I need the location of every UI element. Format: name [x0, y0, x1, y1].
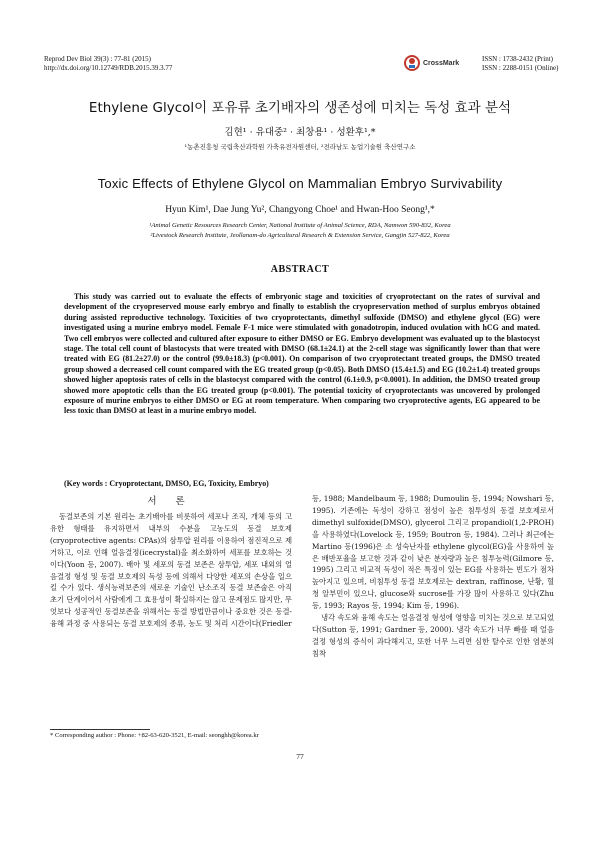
intro-right-paragraph-1: 등, 1988; Mandelbaum 등, 1988; Dumoulin 등, 1994; Nowshari 등, 1995). 기존에는 독성이 강하고 점성이 높은 침투성의 동결 보호제로서 dimethyl sulfoxide(DMSO), glycerol 그리고 propandiol(1,2-PROH)을 사용하였다(Lovelock 등, 1959; Boutron 등, 1984). 그러나 최근에는 Martino 등(1996)은 소 성숙난자를 ethylene glycol(EG)을 사용하여 높은 배반포율을 보고한 것과 같이 낮은 분자량과 높은 침투능력(Gilmore 등, 1995) 그리고 비교적 독성이 적은 특징이 있는 EG를 사용하는 빈도가 점차 높아지고 있으며, 비침투성 동결 보호제로는 dextran, raffinose, 난황, 혈청 알부민이 있으나, glucose와 sucrose를 가장 많이 사용하고 있다(Zhu 등, 1993; Rayos 등, 1994; Kim 등, 1996).	[312, 494, 554, 611]
intro-right-paragraph-2: 냉각 속도와 융해 속도는 얼음결정 형성에 영향을 미치는 것으로 보고되었다(Sutton 등, 1991; Gardner 등, 2000). 냉각 속도가 너무 빠를 때 얼음결정 형성의 증식이 과다해지고, 또한 너무 느리면 심한 탈수로 인한 염분의 침착	[312, 613, 554, 658]
doi-line[interactable]: http://dx.doi.org/10.12749/RDB.2015.39.3.77	[44, 64, 173, 72]
journal-citation	[44, 55, 172, 73]
affiliation-2: ²Livestock Research Institute, Jeollanam-do Agricultural Research & Extension Service, Gangjin 527-822, Korea	[150, 232, 450, 239]
corresponding-author-footnote: * Corresponding author : Phone: +82-63-620-3521, E-mail: seonghh@korea.kr	[50, 732, 259, 739]
authors-korean: 김현¹ · 유대중² · 최창용¹ · 성환후¹,*	[224, 127, 376, 138]
affiliation-korean: ¹농촌진흥청 국립축산과학원 가축유전자원센터, ²전라남도 농업기술원 축산연구소	[184, 143, 416, 151]
page-number: 77	[296, 752, 304, 761]
footnote-rule	[50, 729, 150, 730]
section-heading-introduction: 서 론	[147, 496, 193, 507]
intro-right-column	[312, 493, 554, 660]
title-english: Toxic Effects of Ethylene Glycol on Mammalian Embryo Survivability	[97, 176, 503, 191]
intro-left-column: 동결보존의 기본 원리는 초기배아를 비롯하여 세포나 조직, 개체 등의 고유한 형태를 유지하면서 내부의 수분을 고농도의 동결 보호제(cryoprotective agents: CPAs)의 삼투압 원리를 이용하여 점진적으로 제거하고, 이로 인해 얼음결정(icecrystal)을 최소화하여 세포를 보호하는 것이다(Yoon 등, 2007). 배아 및 세포의 동결 보존은 삼투압, 세포 내외의 얼음결정 형성 및 동결 보호제의 독성 등에 의해서 다양한 세포의 손상을 일으킬 수가 있다. 생식능력보존의 새로운 기술인 난소조직 동결 보존술은 아직 초기 단계이어서 사람에게 그 효용성이 확실하지는 않고 문제점도 많지만, 무엇보다 성공적인 동결보존을 위해서는 동결 방법만큼이나 중요한 것은 동결-융해 과정 중 사용되는 동결 보호제의 종류, 농도 및 처리 시간이다(Friedler	[50, 512, 292, 629]
crossmark-icon	[404, 55, 420, 71]
affiliations-english	[0, 221, 600, 241]
authors-english: Hyun Kim¹, Dae Jung Yu², Changyong Choe¹ and Hwan-Hoo Seong¹,*	[165, 205, 435, 215]
issn-online: ISSN : 2288-0151 (Online)	[482, 64, 559, 72]
issn-block	[482, 55, 558, 73]
affiliation-1: ¹Animal Genetic Resources Research Center, National Institute of Animal Science, RDA, Namwon 590-832, Korea	[149, 222, 451, 229]
abstract-heading: ABSTRACT	[270, 264, 330, 275]
abstract-body: This study was carried out to evaluate the effects of embryonic stage and toxicities of cryoprotectant on the rates of survival and development of the cryopreserved mouse early embryo and finally to establish the cryopreservation method of surplus embryos obtained during assisted reproductive technology. Toxicities of two cryoprotectants, dimethyl sulfoxide (DMSO) and ethylene glycol (EG) were investigated using a murine embryo model. Female F-1 mice were stimulated with gonadotropin, induced ovulation with hCG and mated. Two cell embryos were collected and cultured after exposure to either DMSO or EG. Embryo development was evaluated up to the blastocyst stage. The total cell count of blastocysts that were treated with DMSO (68.1±24.1) at the 2-cell stage was significantly lower than that were treated with EG (81.2±27.0) or the control (99.0±18.3) (p<0.001). On comparison of two cryoprotectant treated groups, the DMSO treated group showed a decreased cell count compared with the EG treated group (p<0.05). Both DMSO (15.4±1.5) and EG (10.2±1.4) treated groups showed higher apoptosis rates of cells in the blastocyst compared with the control (6.1±0.9, p<0.0001). In addition, the DMSO treated group showed more apoptotic cells than the EG treated group (p<0.001). The potential toxicity of cryoprotectants was uncovered by prolonged exposure of murine embryos to either DMSO or EG at room temperature. When comparing two cryoprotective agents, EG appeared to be less toxic than DMSO at least in a murine embryo model.	[64, 292, 540, 416]
crossmark-label: CrossMark	[423, 59, 460, 67]
crossmark-badge[interactable]	[404, 53, 474, 73]
title-korean: Ethylene Glycol이 포유류 초기배자의 생존성에 미치는 독성 효과 분석	[88, 100, 512, 116]
issn-print: ISSN : 1738-2432 (Print)	[482, 55, 553, 63]
journal-line: Reprod Dev Biol 39(3) : 77-81 (2015)	[44, 55, 151, 63]
keywords: (Key words : Cryoprotectant, DMSO, EG, Toxicity, Embryo)	[64, 479, 269, 488]
